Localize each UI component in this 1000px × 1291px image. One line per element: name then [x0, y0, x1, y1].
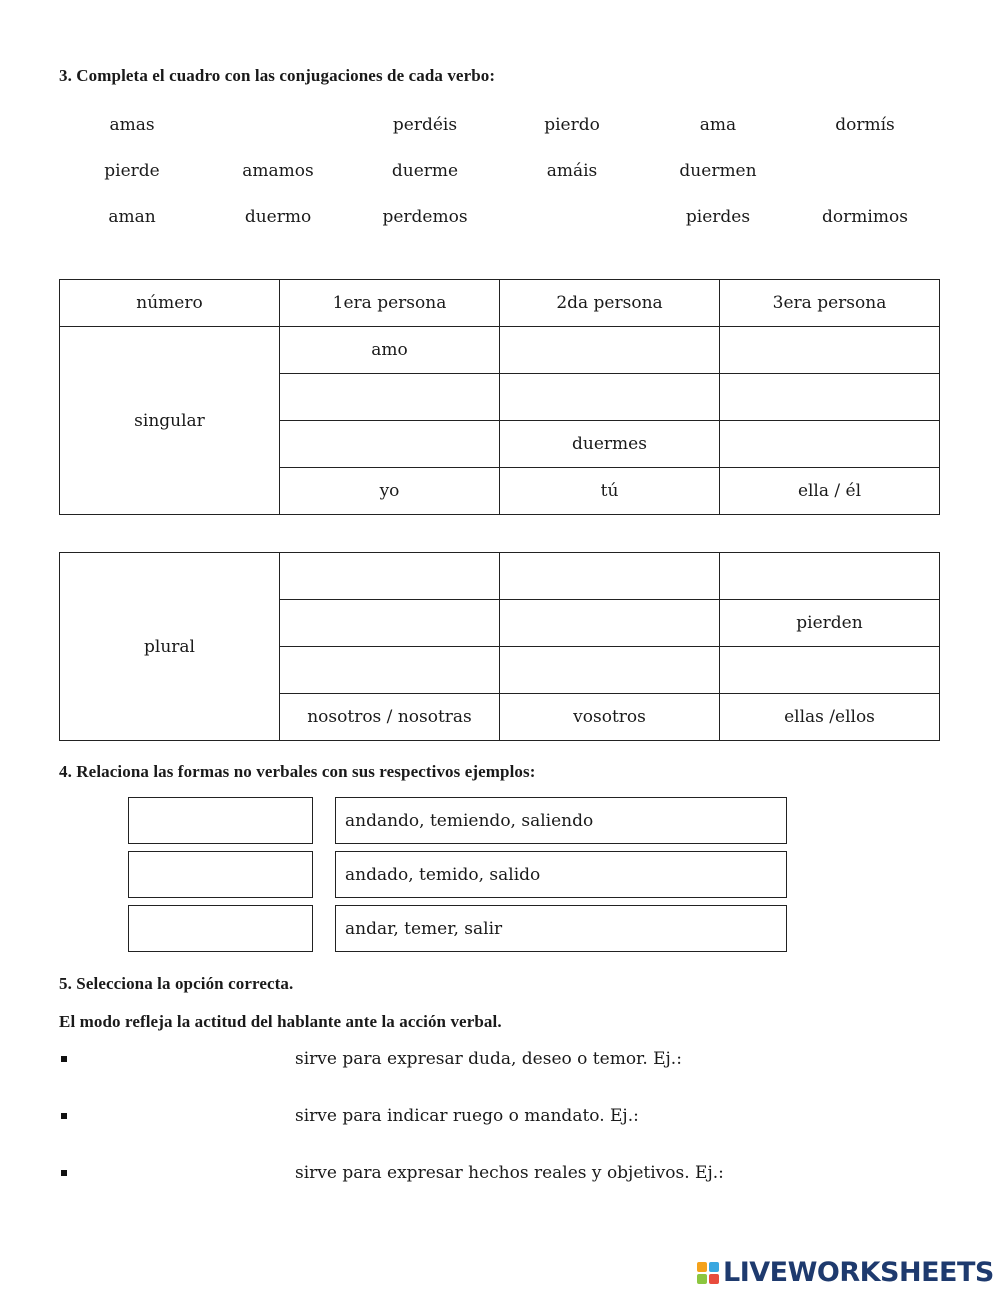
- word-bank-item: duermo: [244, 207, 312, 227]
- header-segunda-persona: 2da persona: [500, 280, 720, 327]
- plural-conjugation-table: [59, 552, 940, 741]
- mode-description: sirve para expresar hechos reales y objetivos. Ej.:: [295, 1163, 724, 1183]
- section-4-heading: 4. Relaciona las formas no verbales con sus respectivos ejemplos:: [59, 762, 536, 781]
- pronoun-cell: nosotros / nosotras: [280, 694, 500, 741]
- word-bank-item: pierdes: [685, 207, 751, 227]
- pronoun-cell: yo: [280, 468, 500, 515]
- liveworksheets-logo: [697, 1257, 994, 1288]
- answer-cell[interactable]: [720, 421, 940, 468]
- logo-square: [697, 1274, 707, 1284]
- answer-cell[interactable]: [500, 327, 720, 374]
- table-row: [60, 553, 940, 600]
- word-bank-item: aman: [108, 207, 156, 227]
- logo-square: [697, 1262, 707, 1272]
- word-bank-item: amas: [109, 115, 155, 135]
- match-example-box: [335, 797, 787, 844]
- answer-cell[interactable]: [280, 421, 500, 468]
- answer-cell[interactable]: [280, 600, 500, 647]
- mode-description: sirve para expresar duda, deseo o temor. Ej.:: [295, 1049, 682, 1069]
- word-bank-item: dormimos: [822, 207, 908, 227]
- pronoun-cell: ella / él: [720, 468, 940, 515]
- match-example-box: [335, 905, 787, 952]
- pronoun-cell: ellas /ellos: [720, 694, 940, 741]
- answer-cell[interactable]: [500, 374, 720, 421]
- answer-cell[interactable]: [500, 647, 720, 694]
- pronoun-cell: vosotros: [500, 694, 720, 741]
- logo-square: [709, 1274, 719, 1284]
- bullet-icon: [61, 1056, 67, 1062]
- word-bank-item: perdemos: [382, 207, 468, 227]
- plural-label: plural: [60, 553, 280, 741]
- header-numero: número: [60, 280, 280, 327]
- word-bank-item: ama: [699, 115, 737, 135]
- table-cell: pierden: [720, 600, 940, 647]
- mode-description: sirve para indicar ruego o mandato. Ej.:: [295, 1106, 639, 1126]
- table-cell: amo: [280, 327, 500, 374]
- match-answer-box[interactable]: [128, 851, 313, 898]
- answer-cell[interactable]: [720, 374, 940, 421]
- word-bank-item: duermen: [679, 161, 757, 181]
- answer-cell[interactable]: [720, 327, 940, 374]
- table-row: [60, 327, 940, 374]
- section-5-subheading: El modo refleja la actitud del hablante ante la acción verbal.: [59, 1012, 502, 1031]
- logo-mark-icon: [697, 1262, 719, 1284]
- answer-cell[interactable]: [720, 553, 940, 600]
- section-3-heading: 3. Completa el cuadro con las conjugaciones de cada verbo:: [59, 66, 496, 85]
- bullet-icon: [61, 1113, 67, 1119]
- answer-cell[interactable]: [280, 374, 500, 421]
- word-bank-item: perdéis: [392, 115, 458, 135]
- section-5-heading: 5. Selecciona la opción correcta.: [59, 974, 294, 993]
- answer-cell[interactable]: [720, 647, 940, 694]
- answer-cell[interactable]: [280, 647, 500, 694]
- singular-label: singular: [60, 327, 280, 515]
- answer-cell[interactable]: [500, 600, 720, 647]
- word-bank-item: dormís: [835, 115, 895, 135]
- answer-cell[interactable]: [280, 553, 500, 600]
- match-answer-box[interactable]: [128, 905, 313, 952]
- table-header-row: [60, 280, 940, 327]
- word-bank-item: pierde: [104, 161, 160, 181]
- header-primera-persona: 1era persona: [280, 280, 500, 327]
- match-example-text: andando, temiendo, saliendo: [345, 810, 594, 831]
- singular-conjugation-table: [59, 279, 940, 515]
- match-example-text: andado, temido, salido: [345, 864, 541, 885]
- bullet-icon: [61, 1170, 67, 1176]
- word-bank-item: amamos: [242, 161, 314, 181]
- match-answer-box[interactable]: [128, 797, 313, 844]
- pronoun-cell: tú: [500, 468, 720, 515]
- logo-square: [709, 1262, 719, 1272]
- word-bank-item: pierdo: [544, 115, 600, 135]
- table-cell: duermes: [500, 421, 720, 468]
- match-example-box: [335, 851, 787, 898]
- word-bank-item: duerme: [391, 161, 459, 181]
- header-tercera-persona: 3era persona: [720, 280, 940, 327]
- word-bank-item: amáis: [546, 161, 598, 181]
- answer-cell[interactable]: [500, 553, 720, 600]
- logo-text: LIVEWORKSHEETS: [723, 1257, 994, 1288]
- match-example-text: andar, temer, salir: [345, 918, 503, 939]
